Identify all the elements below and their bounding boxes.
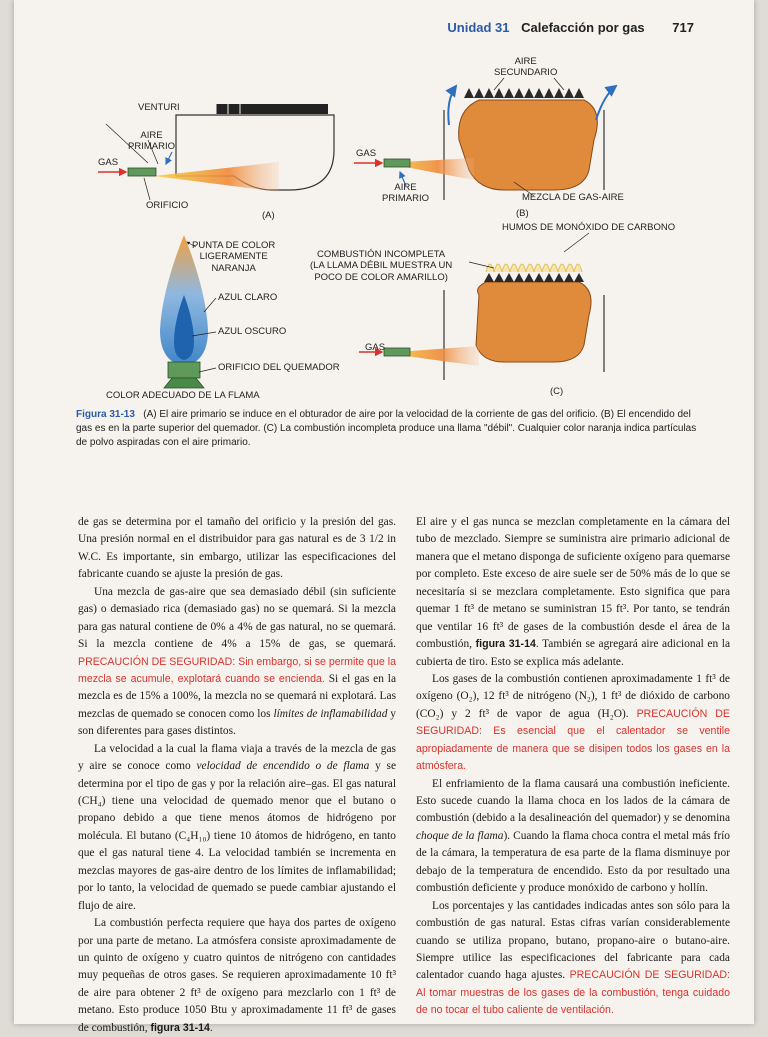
book-page [14, 0, 754, 1034]
paragraph-text: La combustión perfecta requiere que haya dos partes de oxígeno por una parte de metano. La atmósfera consiste aproximadamente de un quinto de oxígeno y cuatro quintos de nitrógeno con cantidades muy pequeñas de otros gases. Se requieren aproximadamente 10 ft³ de aire para obtener 2 ft³ de oxígeno para mezclarlo con 1 ft³ de metano. Esto produce 1050 Btu y aproximadamente 11 ft³ de gases de combustión, [78, 917, 396, 1034]
paragraph [416, 671, 730, 776]
text-column-left [78, 514, 396, 1037]
label-azul-claro: AZUL CLARO [218, 292, 278, 303]
safety-warning: PRECAUCIÓN DE SEGURIDAD: Es esencial que el calentador se ventile apropiadamente de manera que se disipen todos los gases en la atmósfera. [416, 707, 730, 773]
label-orificio-quemador: ORIFICIO DEL QUEMADOR [218, 362, 340, 373]
italic-term: límites de inflamabilidad [273, 707, 388, 720]
safety-warning: PRECAUCIÓN DE SEGURIDAD: Al tomar muestras de los gases de la combustión, tenga cuidado de no tocar el tubo caliente de ventilación. [416, 969, 730, 1017]
paragraph-text: . También se agregará aire adicional en la cubierta de tiro. Esto se explica más adelante. [416, 638, 730, 668]
label-c: (C) [550, 386, 564, 397]
label-aire-secundario: AIRE SECUNDARIO [494, 56, 558, 79]
label-gas-b: GAS [356, 148, 377, 159]
caption-number: Figura 31-13 [76, 409, 135, 420]
label-humos: HUMOS DE MONÓXIDO DE CARBONO [502, 222, 676, 233]
paragraph-text: Los gases de la combustión contienen aproximadamente 1 ft³ de oxígeno (O₂), 12 ft³ de nitrógeno (N₂), 1 ft³ de dióxido de carbono (CO₂) y 2 ft³ de vapor de agua (H₂O). [416, 672, 730, 720]
paragraph-text: y se determina por el tipo de gas y por la relación aire–gas. El gas natural (CH₄) tiene una velocidad de quemado menor que el butano o propano debido a que tiene menos átomos de hidrógeno por molécula. El butano (C₄H₁₀) tiene 10 átomos de hidrógeno, en tanto que el gas natural tiene 4. La velocidad también se incrementa en mezclas mayores de gas-aire dentro de los límites de inflamabilidad; por lo tanto, la velocidad de quemado se puede cambiar ajustando el flujo de aire. [78, 760, 397, 912]
paragraph-text: y son diferentes para gases distintos. [78, 707, 397, 738]
paragraph-text: de gas se determina por el tamaño del orificio y la presión del gas. Una presión normal en el distribuidor para gas natural es de 3 1/2 in W.C. Es importante, sin embargo, utilizar las especificaciones del fabricante cuando se ajuste la presión de gas. [78, 516, 396, 581]
paragraph-text: La velocidad a la cual la flama viaja a través de la mezcla de gas y aire se conoce como [78, 742, 396, 773]
caption-text: (A) El aire primario se induce en el obturador de aire por la velocidad de la corriente de gas del orificio. (B) El encendido del gas es en la parte superior del quemador. (C) La combustión incompleta produce una llama "débil". Cualquier color naranja indica partículas de polvo aspiradas con el aire primario. [76, 409, 697, 448]
label-gas-c: GAS [365, 342, 386, 353]
paragraph-text: El aire y el gas nunca se mezclan completamente en la cámara del tubo de mezclado. Siempre se suministra aire primario adicional de manera que el metano disponga de suficiente oxígeno para quemarse por completo. Este exceso de aire suele ser de 50% más de lo que se necesitaría si se mezclara completamente. Esto significa que para quemar 1 ft³ de metano se suministran 15 ft³. Por tanto, se tendrán que ventilar 16 ft³ de gases de la combustión desde el área de la combustión, [416, 516, 730, 651]
figure-reference: figura 31-14 [475, 638, 536, 651]
label-gas-a: GAS [98, 157, 119, 168]
paragraph-text: Una mezcla de gas-aire que sea demasiado débil (sin suficiente gas) o demasiado rica (demasiado gas) no se quemará. Si la mezcla para gas natural contiene de 0% a 4% de gas natural, no se quemará. Si la mezcla contiene de 4% a 15% de gas, se quemará. [78, 585, 396, 651]
figure-caption [76, 408, 704, 450]
paragraph [416, 776, 730, 898]
label-venturi: VENTURI [138, 102, 180, 113]
paragraph [416, 898, 730, 1020]
header-section: Calefacción por gas [521, 20, 645, 35]
italic-term: choque de la flama [416, 829, 504, 842]
label-orificio: ORIFICIO [146, 200, 189, 211]
label-color-adecuado: COLOR ADECUADO DE LA FLAMA [106, 390, 260, 401]
paragraph [78, 741, 396, 915]
paragraph-text: . [209, 1021, 213, 1034]
safety-warning: PRECAUCIÓN DE SEGURIDAD: Sin embargo, si se permite que la mezcla se acumule, explotará cuando se encienda. [78, 655, 396, 685]
paragraph [78, 915, 396, 1037]
label-azul-oscuro: AZUL OSCURO [218, 326, 287, 337]
label-b: (B) [516, 208, 529, 219]
paragraph-text: El enfriamiento de la flama causará una combustión ineficiente. Esto sucede cuando la llama choca en los lados de la cámara de combustión (debido a la desalineación del quemador) y se denomina [416, 777, 730, 825]
figure-reference: figura 31-14 [150, 1021, 210, 1034]
label-aire-primario-a: AIRE PRIMARIO [128, 130, 175, 153]
header-unit: Unidad 31 [447, 20, 510, 35]
figure-31-13 [84, 50, 724, 415]
paragraph [416, 514, 730, 671]
italic-term: velocidad de encendido o de flama [196, 760, 370, 773]
label-mezcla: MEZCLA DE GAS-AIRE [522, 192, 624, 203]
paragraph [78, 584, 396, 741]
label-punta: PUNTA DE COLOR LIGERAMENTE NARANJA [192, 240, 276, 274]
paragraph-text: Los porcentajes y las cantidades indicadas antes son sólo para la combustión de gas natural. Estas cifras varían considerablemente cuando se utiliza propano, butano, propano-aire o butano-aire. Siempre utilice las especificaciones del fabricante para cada calentador cuando haga ajustes. [416, 899, 730, 982]
label-combustion-incompleta: COMBUSTIÓN INCOMPLETA (LA LLAMA DÉBIL MUESTRA UN POCO DE COLOR AMARILLO) [310, 249, 453, 283]
label-a: (A) [262, 210, 275, 221]
text-column-right [416, 514, 730, 1020]
page-number: 717 [672, 20, 694, 35]
paragraph [78, 514, 396, 584]
page-header [447, 20, 694, 35]
paragraph-text: Si el gas en la mezcla es de 15% a 100%, la mezcla no se quemará ni explotará. Las mezclas de quemado se conocen como los [78, 672, 396, 720]
paragraph-text: ). Cuando la flama choca contra el metal más frío de la cámara, la temperatura de esa parte de la flama disminuye por debajo de la temperatura de encendido. Esto da por resultado una combustión deficiente y produce monóxido de carbono y hollín. [416, 829, 731, 895]
label-aire-primario-b: AIRE PRIMARIO [382, 182, 429, 205]
